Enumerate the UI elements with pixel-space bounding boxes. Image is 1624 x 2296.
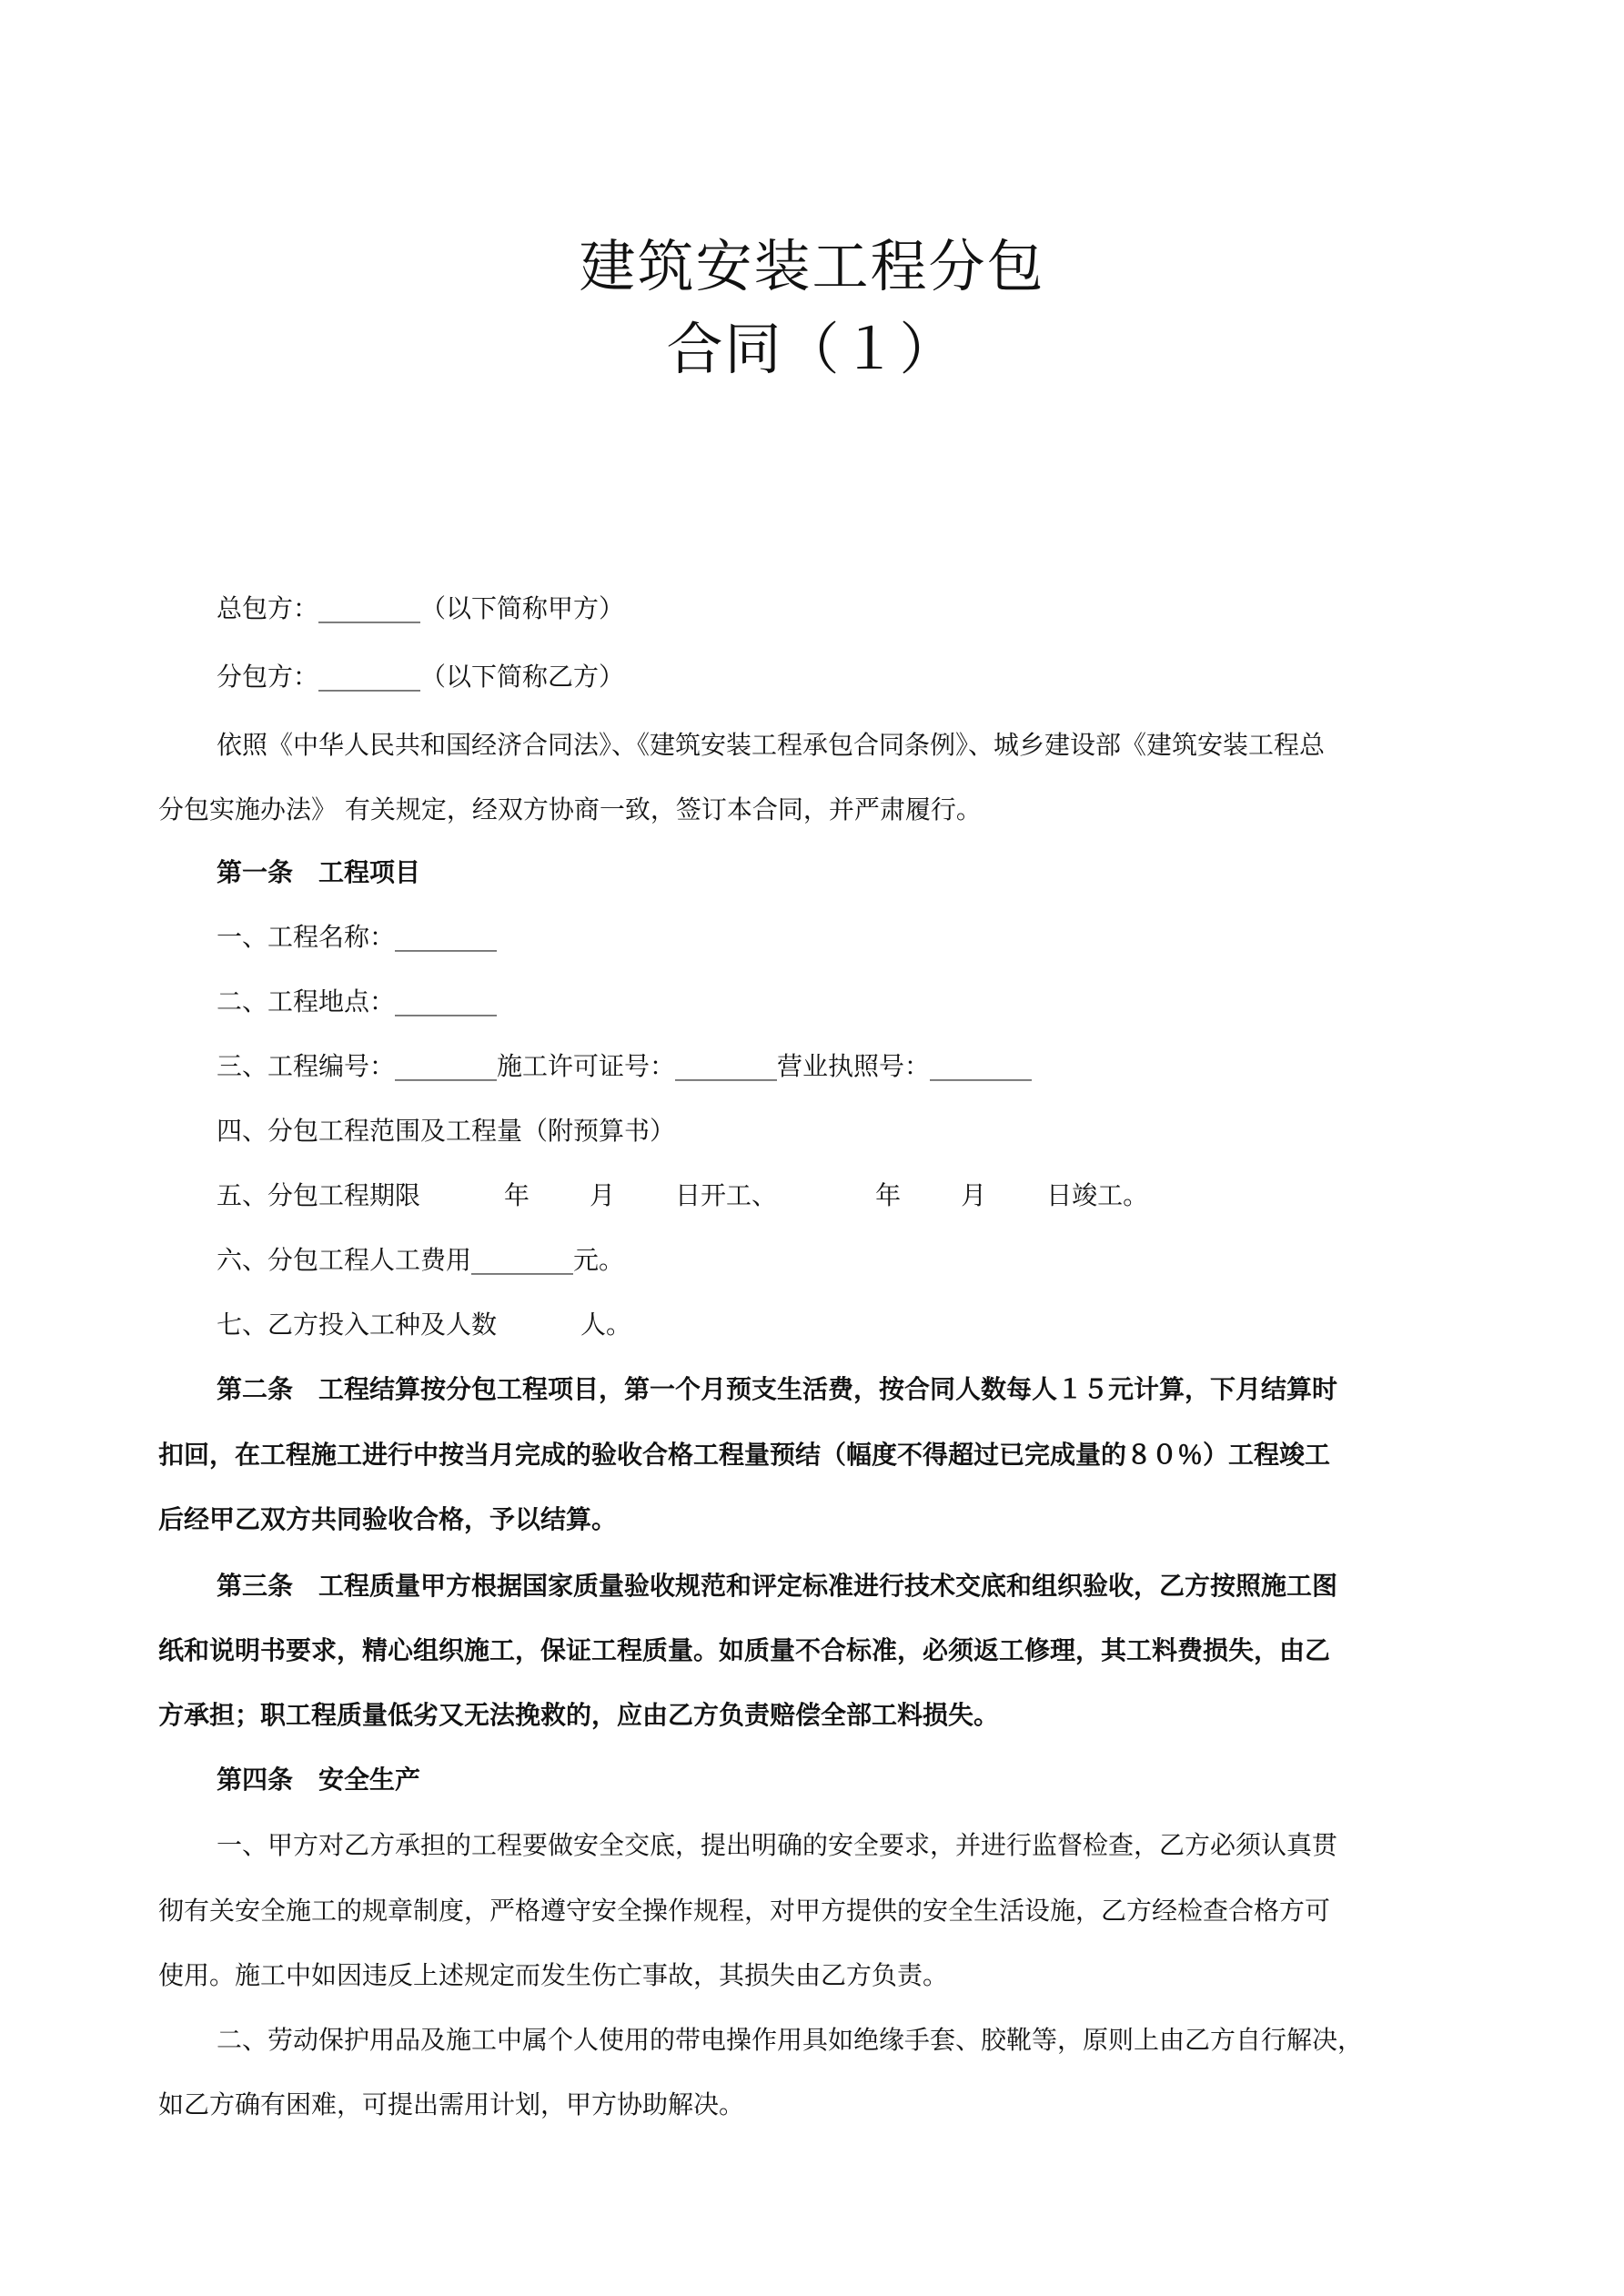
article4-heading: 第四条 安全生产: [217, 1765, 421, 1795]
period-start-year: 年: [504, 1180, 530, 1210]
article1-item-6: 六、分包工程人工费用________元。: [217, 1245, 625, 1275]
workers-suffix: 人。: [580, 1310, 632, 1340]
article1-heading: 第一条 工程项目: [217, 857, 421, 887]
article1-item-1: 一、工程名称：________: [217, 922, 498, 952]
article2-line-1: 第二条 工程结算按分包工程项目，第一个月预支生活费，按合同人数每人１５元计算，下月结算时: [217, 1374, 1338, 1404]
document-subtitle: 合同（１）: [666, 316, 958, 382]
article3-line-3: 方承担；职工程质量低劣又无法挽救的，应由乙方负责赔偿全部工料损失。: [158, 1700, 1000, 1730]
period-prefix: 五、分包工程期限: [217, 1180, 421, 1210]
article4-para1-line-3: 使用。施工中如因违反上述规定而发生伤亡事故，其损失由乙方负责。: [158, 1960, 949, 1990]
article2-line-2: 扣回，在工程施工进行中按当月完成的验收合格工程量预结（幅度不得超过已完成量的８０％）工程竣工: [158, 1440, 1331, 1470]
article1-item-4: 四、分包工程范围及工程量（附预算书）: [217, 1116, 676, 1146]
article1-item-7: [217, 1312, 631, 1338]
article2-line-3: 后经甲乙双方共同验收合格，予以结算。: [158, 1504, 618, 1534]
article3-line-2: 纸和说明书要求，精心组织施工，保证工程质量。如质量不合标准，必须返工修理，其工料费损失，由乙: [158, 1635, 1331, 1665]
period-end-day: 日竣工。: [1046, 1180, 1149, 1210]
article3-line-1: 第三条 工程质量甲方根据国家质量验收规范和评定标准进行技术交底和组织验收，乙方按照施工图: [217, 1571, 1338, 1601]
article1-item-3: 三、工程编号：________施工许可证号：________营业执照号：________: [217, 1051, 1033, 1081]
period-start-day: 日开工、: [675, 1180, 778, 1210]
subcontractor-line: 分包方：________（以下简称乙方）: [217, 662, 625, 692]
document-title: 建筑安装工程分包: [579, 233, 1045, 299]
workers-prefix: 七、乙方投入工种及人数: [217, 1310, 498, 1340]
article4-para1-line-2: 彻有关安全施工的规章制度，严格遵守安全操作规程，对甲方提供的安全生活设施，乙方经检查合格方可: [158, 1896, 1331, 1926]
article1-item-2: 二、工程地点：________: [217, 986, 498, 1017]
article1-item-5: [217, 1180, 1149, 1210]
intro-line-2: 分包实施办法》 有关规定，经双方协商一致，签订本合同，并严肃履行。: [158, 794, 982, 824]
article4-para2-line-1: 二、劳动保护用品及施工中属个人使用的带电操作用具如绝缘手套、胶靴等，原则上由乙方自行解决，: [217, 2025, 1364, 2055]
general-contractor-line: 总包方：________（以下简称甲方）: [217, 593, 625, 623]
period-end-year: 年: [875, 1180, 902, 1210]
intro-line-1: 依照《中华人民共和国经济合同法》、《建筑安装工程承包合同条例》、城乡建设部《建筑安装工程总: [217, 730, 1326, 760]
article4-para1-line-1: 一、甲方对乙方承担的工程要做安全交底，提出明确的安全要求，并进行监督检查，乙方必须认真贯: [217, 1830, 1338, 1860]
period-end-month: 月: [961, 1180, 987, 1210]
period-start-month: 月: [590, 1180, 616, 1210]
article4-para2-line-2: 如乙方确有困难，可提出需用计划，甲方协助解决。: [158, 2089, 745, 2119]
